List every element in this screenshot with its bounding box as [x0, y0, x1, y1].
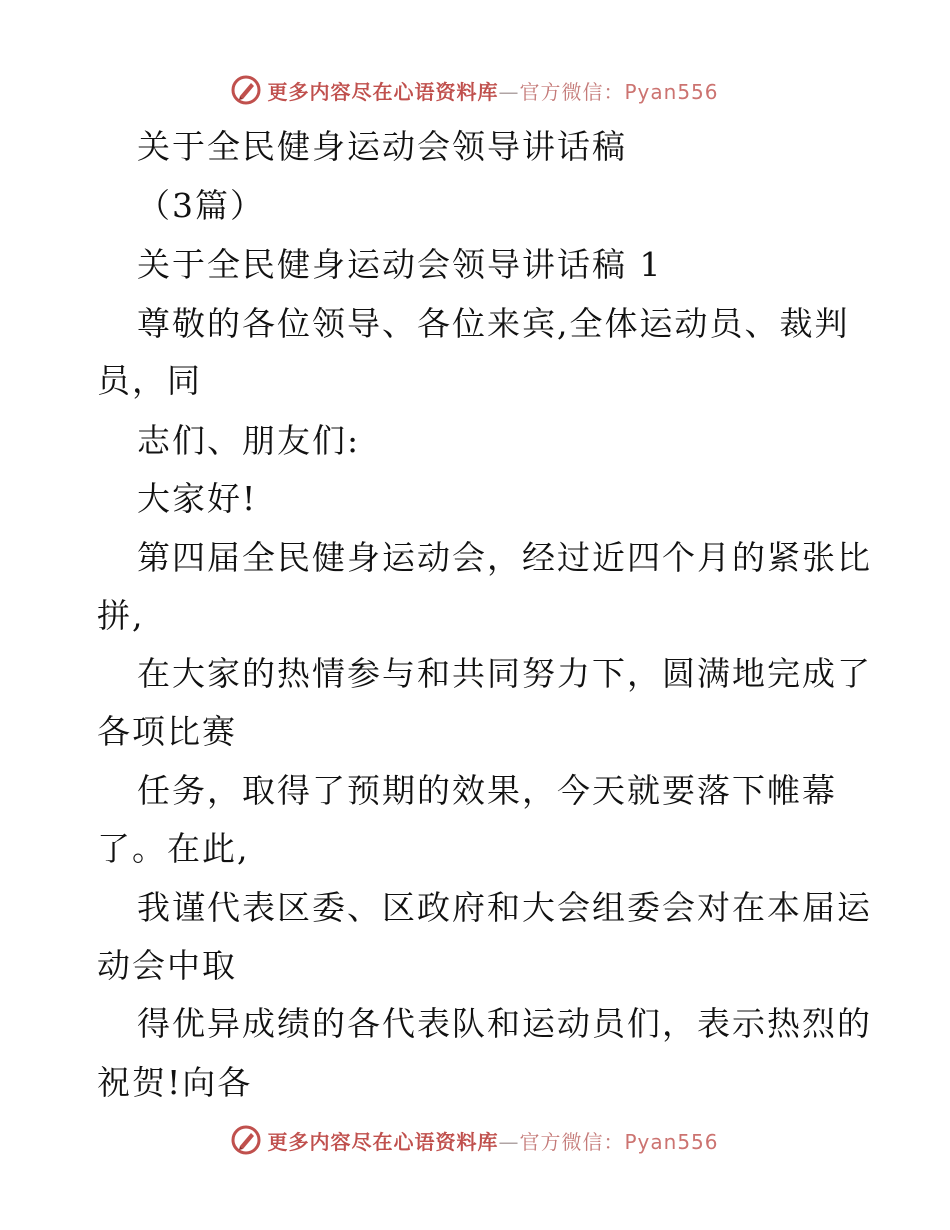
paragraph-line: 在大家的热情参与和共同努力下，圆满地完成了	[137, 654, 872, 693]
paragraph-line: 第四届全民健身运动会，经过近四个月的紧张比	[137, 538, 872, 577]
paragraph-line: 各项比赛	[97, 712, 237, 751]
section-heading: 关于全民健身运动会领导讲话稿 1	[137, 245, 663, 284]
watermark-separator: —	[498, 79, 520, 104]
paragraph-line: 动会中取	[97, 946, 237, 985]
watermark-brand: 更多内容尽在心语资料库	[267, 1129, 499, 1154]
paragraph-line: 尊敬的各位领导、各位来宾,全体运动员、裁判	[137, 304, 850, 343]
watermark-brand: 更多内容尽在心语资料库	[267, 79, 499, 104]
paragraph-line: 员，同	[97, 361, 202, 400]
paragraph-line: 我谨代表区委、区政府和大会组委会对在本届运	[137, 888, 872, 927]
paragraph-line: 拼,	[97, 596, 145, 635]
watermark-separator: —	[498, 1129, 520, 1154]
watermark-official-label: 官方微信：	[519, 1129, 625, 1154]
paragraph-line: 了。在此,	[97, 829, 250, 868]
paragraph-line: 任务，取得了预期的效果，今天就要落下帷幕	[137, 771, 837, 810]
paragraph-line: 得优异成绩的各代表队和运动员们，表示热烈的	[137, 1004, 872, 1043]
watermark-text	[267, 1126, 718, 1155]
paragraph-line: 祝贺!向各	[97, 1063, 253, 1102]
watermark-wechat-id: Pyan556	[624, 1129, 719, 1154]
paragraph-line: 志们、朋友们:	[137, 421, 361, 460]
watermark-official-label: 官方微信：	[519, 79, 625, 104]
paragraph-line: 大家好!	[137, 479, 258, 518]
watermark-wechat-id: Pyan556	[624, 79, 719, 104]
document-subtitle: （3篇）	[137, 186, 265, 225]
pen-logo-icon	[231, 1125, 261, 1155]
document-title: 关于全民健身运动会领导讲话稿	[137, 127, 627, 166]
footer-watermark	[0, 1120, 950, 1160]
